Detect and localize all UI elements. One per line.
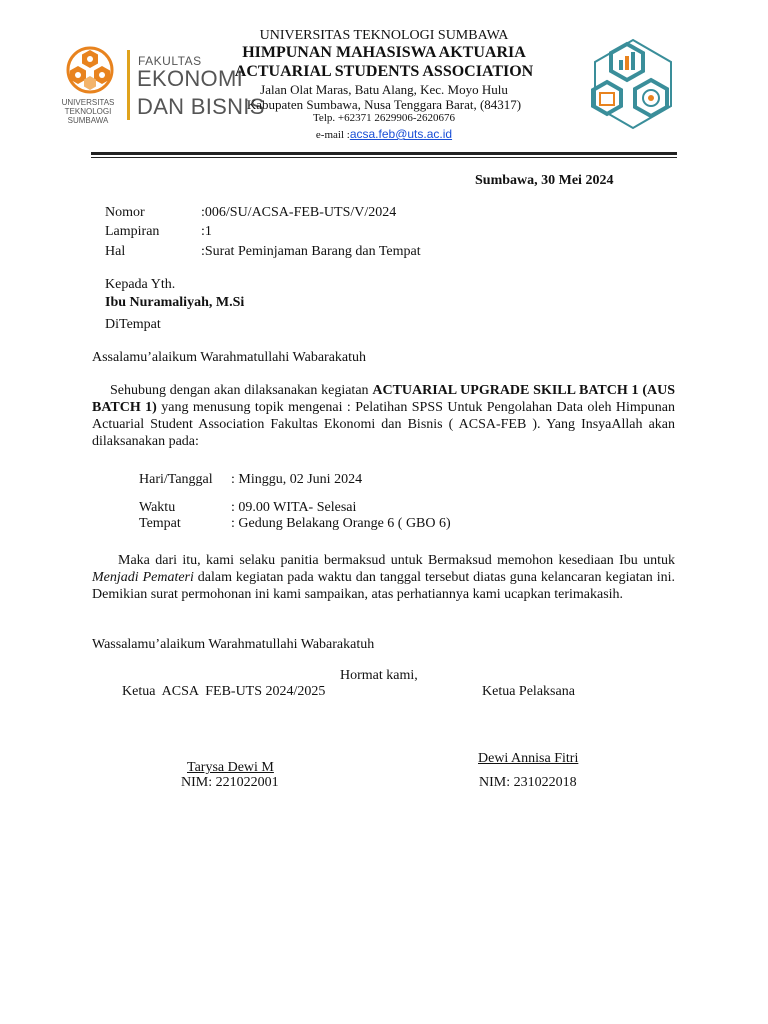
phone-line: Telp. +62371 2629906-2620676	[312, 112, 455, 124]
body-paragraph-1	[92, 382, 675, 450]
body1-rest: yang menusung topik mengenai : Pelatihan SPSS Untuk Pengolahan Data oleh Himpunan Actuarial Student Association Fakultas Ekonomi dan Bisnis ( ACSA-FEB ). Yang InsyaAllah akan dilaksanakan pada:	[92, 400, 675, 449]
recipient-kepada: Kepada Yth.	[105, 277, 176, 292]
faculty-name-line-1: EKONOMI	[137, 66, 243, 91]
opening-greeting: Assalamu’alaikum Warahmatullahi Wabarakatuh	[92, 350, 367, 365]
header-rule-thin	[91, 157, 677, 158]
letter-date: Sumbawa, 30 Mei 2024	[475, 173, 614, 188]
tempat-value: : Gedung Belakang Orange 6 ( GBO 6)	[231, 516, 451, 531]
recipient-place: DiTempat	[105, 317, 161, 332]
uni-line-1: UNIVERSITAS	[61, 98, 115, 107]
tempat-label: Tempat	[139, 516, 181, 531]
recipient-name: Ibu Nuramaliyah, M.Si	[105, 295, 245, 310]
body2-intro: Maka dari itu, kami selaku panitia bermaksud untuk Bermaksud memohon kesediaan Ibu untuk	[118, 553, 675, 568]
right-signer-title: Ketua Pelaksana	[482, 684, 575, 699]
nomor-label: Nomor	[105, 205, 145, 220]
body2-italic: Menjadi Pemateri	[92, 570, 194, 585]
uni-line-2: TEKNOLOGI	[64, 107, 112, 116]
right-signer-nim: NIM: 231022018	[479, 775, 577, 790]
hari-label: Hari/Tanggal	[139, 472, 213, 487]
university-name: UNIVERSITAS TEKNOLOGI SUMBAWA	[259, 28, 509, 43]
address-line-2: Kabupaten Sumbawa, Nusa Tenggara Barat, (84317)	[246, 97, 522, 112]
email-link[interactable]: acsa.feb@uts.ac.id	[349, 127, 453, 141]
closing-greeting: Wassalamu’alaikum Warahmatullahi Wabarakatuh	[92, 637, 375, 652]
lampiran-label: Lampiran	[105, 224, 160, 239]
left-signer-title: Ketua ACSA FEB-UTS 2024/2025	[122, 684, 326, 699]
hormat-kami: Hormat kami,	[340, 668, 418, 683]
body2-rest: dalam kegiatan pada waktu dan tanggal tersebut diatas guna kelancaran kegiatan ini. Demikian surat permohonan ini kami sampaikan, atas perhatiannya kami ucapkan terimakasih.	[92, 570, 675, 602]
org-name-en: ACTUARIAL STUDENTS ASSOCIATION	[234, 63, 534, 80]
waktu-label: Waktu	[139, 500, 176, 515]
org-name-id: HIMPUNAN MAHASISWA AKTUARIA	[242, 44, 526, 61]
hari-value: : Minggu, 02 Juni 2024	[231, 472, 363, 487]
email-label: e-mail :	[315, 129, 350, 141]
faculty-small-label: FAKULTAS	[138, 54, 202, 68]
email-line	[0, 127, 768, 141]
left-signer-nim: NIM: 221022001	[181, 775, 279, 790]
header-rule-thick	[91, 152, 677, 155]
uni-line-3: SUMBAWA	[67, 116, 109, 125]
faculty-name-line-2: DAN BISNIS	[137, 94, 265, 119]
hal-label: Hal	[105, 244, 126, 259]
nomor-value: :006/SU/ACSA-FEB-UTS/V/2024	[201, 205, 397, 220]
waktu-value: : 09.00 WITA- Selesai	[231, 500, 357, 515]
right-signer-name: Dewi Annisa Fitri	[478, 751, 579, 766]
address-line-1: Jalan Olat Maras, Batu Alang, Kec. Moyo Hulu	[260, 82, 508, 97]
left-signer-name: Tarysa Dewi M	[187, 760, 274, 775]
lampiran-value: :1	[201, 224, 212, 239]
body1-intro: Sehubung dengan akan dilaksanakan kegiatan	[110, 383, 373, 398]
event-name: ACTUARIAL UPGRADE SKILL BATCH 1 (AUS BATCH 1)	[92, 383, 675, 415]
body-paragraph-2	[92, 552, 675, 603]
hal-value: :Surat Peminjaman Barang dan Tempat	[201, 244, 421, 259]
